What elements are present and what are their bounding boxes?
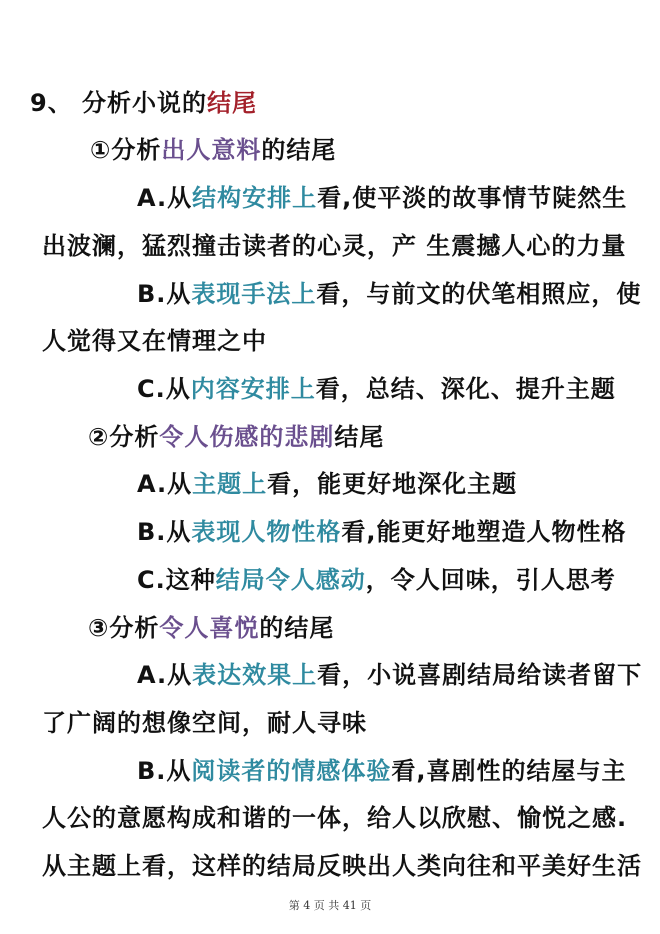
text-segment: 人公的意愿构成和谐的一体，给人以欣慰、愉悦之感. [42, 804, 628, 832]
highlighted-phrase: 结尾 [207, 89, 258, 117]
highlighted-phrase: 表达效果上 [192, 661, 318, 689]
text-segment: B.从 [137, 280, 192, 308]
paragraph-line [137, 469, 517, 499]
text-segment: 了广阔的想像空间，耐人寻味 [42, 709, 367, 737]
text-segment: 人觉得又在情理之中 [42, 327, 267, 355]
paragraph-line [42, 231, 626, 261]
text-segment: 9、 分析小说的 [30, 89, 208, 117]
section-heading [30, 88, 257, 118]
paragraph-line [137, 660, 642, 690]
highlighted-phrase: 令人喜悦 [159, 614, 260, 642]
paragraph-line [42, 851, 642, 881]
subheading-3 [88, 613, 334, 643]
text-segment: 的结尾 [261, 136, 337, 164]
highlighted-phrase: 主题上 [192, 470, 268, 498]
subheading-2 [88, 422, 384, 452]
text-segment: 的结尾 [259, 614, 335, 642]
highlighted-phrase: 表现人物性格 [191, 518, 342, 546]
text-segment: 从主题上看，这样的结局反映出人类向往和平美好生活 [42, 852, 642, 880]
text-segment: C.从 [137, 375, 191, 403]
text-segment: 看，总结、深化、提升主题 [315, 375, 616, 403]
text-segment: A.从 [137, 661, 193, 689]
text-segment: 看，能更好地深化主题 [267, 470, 518, 498]
paragraph-line [137, 756, 627, 786]
page-number-footer: 第 4 页 共 41 页 [288, 899, 372, 912]
highlighted-phrase: 出人意料 [161, 136, 262, 164]
paragraph-line [137, 279, 641, 309]
text-segment: ③分析 [88, 614, 160, 642]
text-segment: ②分析 [88, 423, 160, 451]
text-segment: 看,使平淡的故事情节陡然生 [317, 184, 628, 212]
subheading-1 [90, 135, 336, 165]
text-segment: C.这种 [137, 566, 216, 594]
highlighted-phrase: 令人伤感的悲剧 [159, 423, 335, 451]
highlighted-phrase: 表现手法上 [191, 280, 317, 308]
highlighted-phrase: 内容安排上 [190, 375, 316, 403]
paragraph-line [137, 565, 616, 595]
text-segment: ，令人回味，引人思考 [365, 566, 616, 594]
text-segment: 看,喜剧性的结屋与主 [391, 757, 627, 785]
text-segment: 出波澜，猛烈撞击读者的心灵，产 生震撼人心的力量 [42, 232, 627, 260]
paragraph-line [42, 708, 367, 738]
text-segment: A.从 [137, 184, 193, 212]
text-segment: 看，小说喜剧结局给读者留下 [317, 661, 643, 689]
paragraph-line [137, 374, 616, 404]
paragraph-line [42, 803, 627, 833]
highlighted-phrase: 结构安排上 [192, 184, 318, 212]
text-segment: B.从 [137, 757, 192, 785]
paragraph-line [137, 517, 627, 547]
paragraph-line [42, 326, 267, 356]
text-segment: A.从 [137, 470, 193, 498]
text-segment: 看，与前文的伏笔相照应，使 [316, 280, 642, 308]
highlighted-phrase: 结局令人感动 [215, 566, 366, 594]
text-segment: ①分析 [90, 136, 162, 164]
highlighted-phrase: 阅读者的情感体验 [191, 757, 392, 785]
text-segment: B.从 [137, 518, 192, 546]
text-segment: 结尾 [334, 423, 385, 451]
paragraph-line [137, 183, 627, 213]
text-segment: 看,能更好地塑造人物性格 [341, 518, 627, 546]
